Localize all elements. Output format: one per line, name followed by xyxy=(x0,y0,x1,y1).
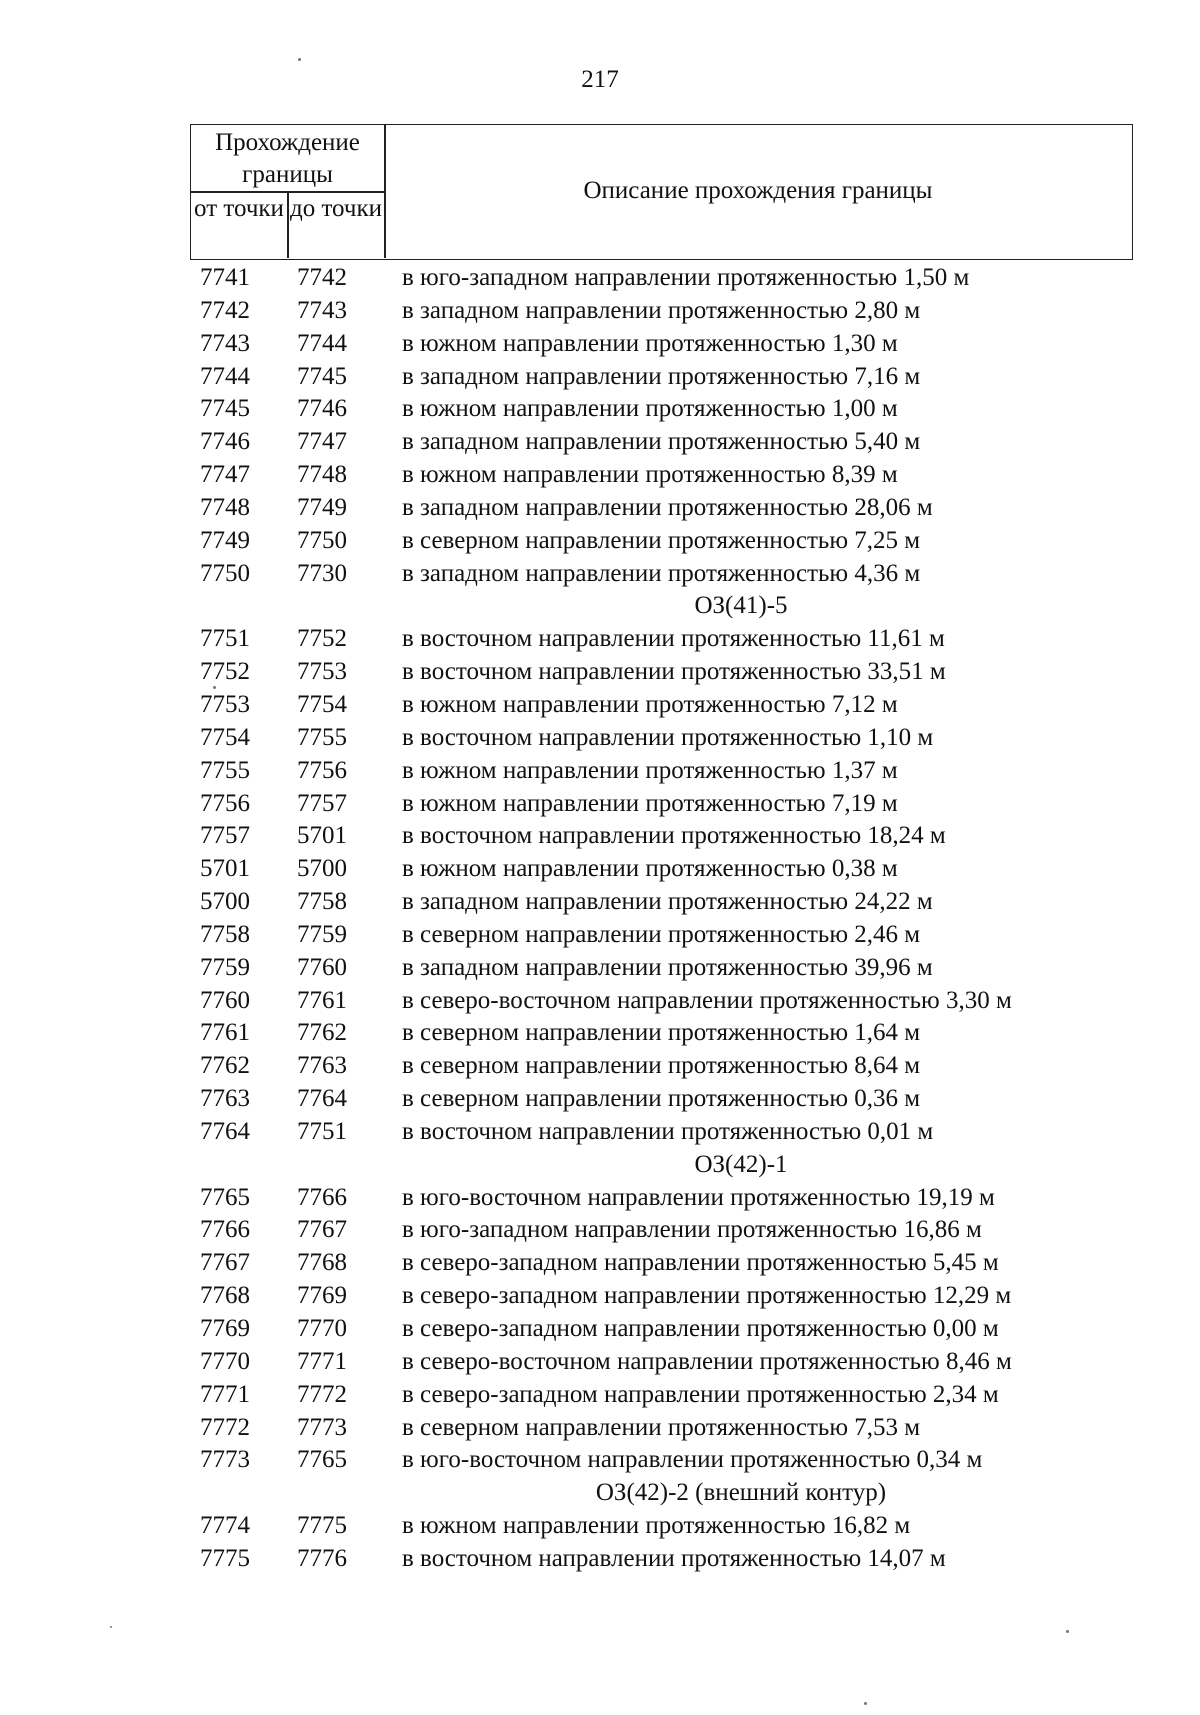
from-point: 7741 xyxy=(200,264,250,291)
to-point: 7775 xyxy=(297,1512,347,1540)
to-point: 7772 xyxy=(297,1380,347,1408)
boundary-description: в северо-восточном направлении протяженностью 3,30 м xyxy=(402,986,1012,1014)
boundary-description: в северо-восточном направлении протяженностью 8,46 м xyxy=(402,1347,1012,1375)
table-row xyxy=(190,1379,1150,1412)
to-point: 7749 xyxy=(297,493,347,521)
boundary-description: в южном направлении протяженностью 7,12 м xyxy=(402,690,898,718)
table-header xyxy=(190,124,1133,260)
table-row xyxy=(190,985,1150,1018)
boundary-description: в северо-западном направлении протяженностью 2,34 м xyxy=(402,1380,999,1408)
from-point: 7769 xyxy=(200,1315,250,1342)
boundary-description: в северо-западном направлении протяженностью 12,29 м xyxy=(402,1282,1012,1310)
to-point: 7762 xyxy=(297,1019,347,1047)
table-row xyxy=(190,1313,1150,1346)
to-point: 7730 xyxy=(297,559,347,587)
boundary-description: в южном направлении протяженностью 1,37 м xyxy=(402,756,898,784)
boundary-description: в западном направлении протяженностью 2,80 м xyxy=(402,296,921,324)
table-row xyxy=(190,525,1150,558)
to-point: 7750 xyxy=(297,526,347,554)
from-point: 7763 xyxy=(200,1085,250,1113)
table-row xyxy=(190,295,1150,328)
to-point: 7753 xyxy=(297,658,347,686)
boundary-description: в восточном направлении протяженностью 11,61 м xyxy=(402,625,945,653)
from-point: 7747 xyxy=(200,461,250,489)
from-point: 7743 xyxy=(200,329,250,357)
from-point: 7752 xyxy=(200,658,250,686)
boundary-description: в северо-западном направлении протяженностью 0,00 м xyxy=(402,1315,999,1342)
table-row xyxy=(190,361,1150,394)
boundary-description: в северо-западном направлении протяженностью 5,45 м xyxy=(402,1249,999,1277)
boundary-description: в южном направлении протяженностью 0,38 м xyxy=(402,855,898,883)
from-point: 7746 xyxy=(200,428,250,456)
table-row xyxy=(190,1346,1150,1379)
table-row xyxy=(190,492,1150,525)
boundary-description: в северном направлении протяженностью 1,64 м xyxy=(402,1019,921,1047)
table-row xyxy=(190,558,1150,591)
from-point: 7772 xyxy=(200,1413,250,1441)
to-point: 7768 xyxy=(297,1249,347,1277)
table-row xyxy=(190,919,1150,952)
from-point: 7745 xyxy=(200,395,250,423)
to-point: 7761 xyxy=(297,986,347,1014)
to-point: 7776 xyxy=(297,1544,347,1572)
boundary-description: в северном направлении протяженностью 7,53 м xyxy=(402,1413,921,1441)
boundary-description: в западном направлении протяженностью 39,96 м xyxy=(402,953,933,981)
section-header-row xyxy=(190,1477,1150,1510)
table-row xyxy=(190,393,1150,426)
from-point: 7762 xyxy=(200,1052,250,1080)
table-row xyxy=(190,656,1150,689)
scan-speck xyxy=(213,686,216,689)
from-point: 7770 xyxy=(200,1347,250,1375)
section-label: ОЗ(42)-1 xyxy=(694,1150,788,1178)
table-row xyxy=(190,623,1150,656)
boundary-description: в западном направлении протяженностью 7,16 м xyxy=(402,362,921,390)
from-point: 7750 xyxy=(200,559,250,587)
table-row xyxy=(190,426,1150,459)
from-point: 7771 xyxy=(200,1380,250,1408)
from-point: 5700 xyxy=(200,888,250,916)
table-row xyxy=(190,689,1150,722)
section-header-row xyxy=(190,590,1150,623)
boundary-description: в южном направлении протяженностью 8,39 м xyxy=(402,461,898,489)
table-row xyxy=(190,722,1150,755)
table-row xyxy=(190,262,1150,295)
to-point: 7752 xyxy=(297,625,347,653)
from-point: 7768 xyxy=(200,1282,250,1310)
to-point: 7747 xyxy=(297,428,347,456)
to-point: 7773 xyxy=(297,1413,347,1441)
table-row xyxy=(190,1214,1150,1247)
table-row xyxy=(190,1182,1150,1215)
boundary-description: в юго-восточном направлении протяженностью 0,34 м xyxy=(402,1446,983,1474)
boundary-description: в восточном направлении протяженностью 0,01 м xyxy=(402,1117,934,1145)
from-point: 5701 xyxy=(200,855,250,883)
table-row xyxy=(190,1017,1150,1050)
from-point: 7753 xyxy=(200,690,250,718)
to-point: 7748 xyxy=(297,461,347,489)
table-row xyxy=(190,1083,1150,1116)
boundary-description: в южном направлении протяженностью 1,30 м xyxy=(402,329,898,357)
table-row xyxy=(190,820,1150,853)
table-row xyxy=(190,1050,1150,1083)
to-point: 7767 xyxy=(297,1216,347,1244)
to-point: 7746 xyxy=(297,395,347,423)
from-point: 7764 xyxy=(200,1117,250,1145)
from-point: 7758 xyxy=(200,920,250,948)
table-row xyxy=(190,1280,1150,1313)
boundary-description: в восточном направлении протяженностью 18,24 м xyxy=(402,822,946,850)
to-point: 7756 xyxy=(297,756,347,784)
from-point: 7757 xyxy=(200,822,250,850)
boundary-description: в юго-западном направлении протяженностью 1,50 м xyxy=(402,264,970,291)
to-point: 7760 xyxy=(297,953,347,981)
boundary-description: в южном направлении протяженностью 7,19 м xyxy=(402,789,898,817)
table-row xyxy=(190,1543,1150,1576)
section-label: ОЗ(42)-2 (внешний контур) xyxy=(595,1479,887,1507)
from-point: 7766 xyxy=(200,1216,250,1244)
table-row xyxy=(190,1444,1150,1477)
table-row xyxy=(190,1510,1150,1543)
from-point: 7749 xyxy=(200,526,250,554)
to-point: 7769 xyxy=(297,1282,347,1310)
boundary-description: в восточном направлении протяженностью 33,51 м xyxy=(402,658,946,686)
from-point: 7759 xyxy=(200,953,250,981)
from-point: 7775 xyxy=(200,1544,250,1572)
from-point: 7751 xyxy=(200,625,250,653)
boundary-description: в северном направлении протяженностью 0,36 м xyxy=(402,1085,921,1113)
scan-speck xyxy=(1066,1630,1069,1633)
scan-speck xyxy=(298,58,301,61)
to-point: 7759 xyxy=(297,920,347,948)
table-row xyxy=(190,952,1150,985)
boundary-description: в восточном направлении протяженностью 1,10 м xyxy=(402,723,934,751)
boundary-description: в западном направлении протяженностью 5,40 м xyxy=(402,428,921,456)
from-point: 7756 xyxy=(200,789,250,817)
table-row xyxy=(190,755,1150,788)
boundary-description: в восточном направлении протяженностью 14,07 м xyxy=(402,1544,946,1572)
from-point: 7774 xyxy=(200,1512,250,1540)
table-row xyxy=(190,788,1150,821)
boundary-description: в западном направлении протяженностью 28,06 м xyxy=(402,493,933,521)
boundary-description: в северном направлении протяженностью 8,64 м xyxy=(402,1052,921,1080)
to-point: 7754 xyxy=(297,690,347,718)
from-point: 7767 xyxy=(200,1249,250,1277)
header-description-label: Описание прохождения границы xyxy=(583,177,933,204)
section-label: ОЗ(41)-5 xyxy=(694,592,788,620)
from-point: 7755 xyxy=(200,756,250,784)
table-row xyxy=(190,328,1150,361)
boundary-description: в северном направлении протяженностью 7,25 м xyxy=(402,526,921,554)
to-point: 7743 xyxy=(297,296,347,324)
boundary-description: в северном направлении протяженностью 2,46 м xyxy=(402,920,921,948)
from-point: 7761 xyxy=(200,1019,250,1047)
table-row xyxy=(190,1247,1150,1280)
from-point: 7765 xyxy=(200,1183,250,1211)
boundary-description: в юго-западном направлении протяженностью 16,86 м xyxy=(402,1216,982,1244)
from-point: 7744 xyxy=(200,362,250,390)
boundary-table-body xyxy=(190,262,1150,1576)
scan-speck xyxy=(864,1702,867,1705)
to-point: 7763 xyxy=(297,1052,347,1080)
page-number: 217 xyxy=(581,66,619,93)
to-point: 5701 xyxy=(297,822,347,850)
to-point: 7770 xyxy=(297,1315,347,1342)
table-row xyxy=(190,886,1150,919)
to-point: 7751 xyxy=(297,1117,347,1145)
to-point: 7742 xyxy=(297,264,347,291)
to-point: 7764 xyxy=(297,1085,347,1113)
to-point: 7757 xyxy=(297,789,347,817)
boundary-description: в южном направлении протяженностью 1,00 м xyxy=(402,395,898,423)
boundary-description: в южном направлении протяженностью 16,82 м xyxy=(402,1512,911,1540)
to-point: 7744 xyxy=(297,329,347,357)
from-point: 7760 xyxy=(200,986,250,1014)
from-point: 7754 xyxy=(200,723,250,751)
to-point: 7755 xyxy=(297,723,347,751)
table-row xyxy=(190,1412,1150,1445)
section-header-row xyxy=(190,1149,1150,1182)
header-group-label: Прохождение границы xyxy=(215,129,360,188)
table-row xyxy=(190,1116,1150,1149)
from-point: 7773 xyxy=(200,1446,250,1474)
to-point: 7766 xyxy=(297,1183,347,1211)
to-point: 7758 xyxy=(297,888,347,916)
to-point: 7745 xyxy=(297,362,347,390)
table-row xyxy=(190,853,1150,886)
header-to-label: до точки xyxy=(289,195,383,222)
boundary-description: в западном направлении протяженностью 4,36 м xyxy=(402,559,921,587)
from-point: 7748 xyxy=(200,493,250,521)
scan-speck xyxy=(110,1626,112,1628)
table-row xyxy=(190,459,1150,492)
to-point: 5700 xyxy=(297,855,347,883)
boundary-description: в западном направлении протяженностью 24,22 м xyxy=(402,888,933,916)
header-from-label: от точки xyxy=(194,195,284,222)
from-point: 7742 xyxy=(200,296,250,324)
to-point: 7771 xyxy=(297,1347,347,1375)
to-point: 7765 xyxy=(297,1446,347,1474)
boundary-description: в юго-восточном направлении протяженностью 19,19 м xyxy=(402,1183,995,1211)
